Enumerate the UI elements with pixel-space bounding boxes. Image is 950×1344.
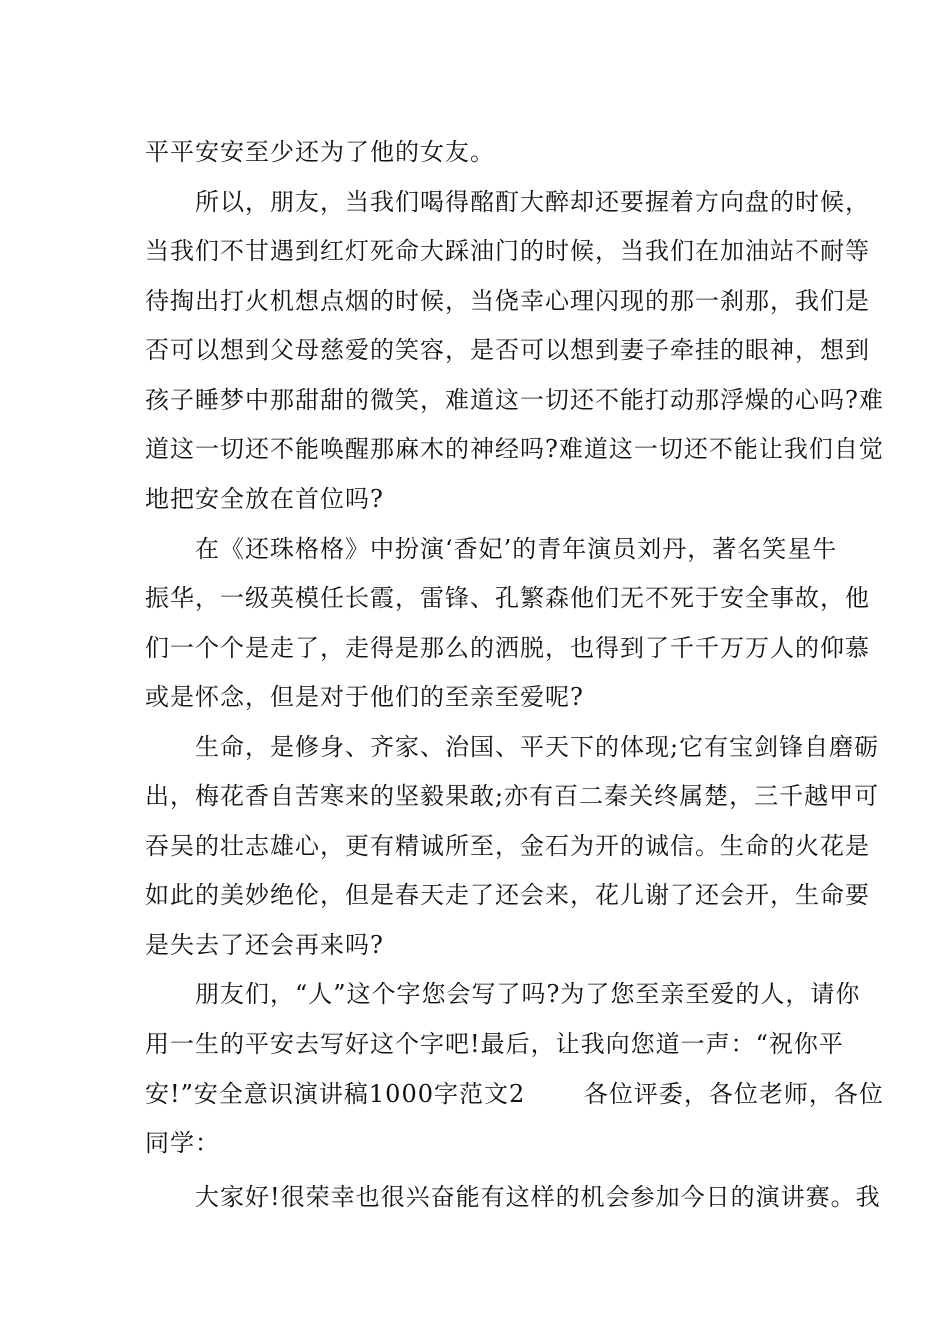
text-line: 在《还珠格格》中扮演‘香妃’的青年演员刘丹，著名笑星牛 [145, 535, 838, 563]
text-line: 所以，朋友，当我们喝得酩酊大醉却还要握着方向盘的时候， [145, 188, 870, 216]
text-line: 安!”安全意识演讲稿1000字范文2 各位评委，各位老师，各位 [145, 1080, 884, 1108]
text-line: 用一生的平安去写好这个字吧!最后，让我向您道一声：“祝你平 [145, 1030, 844, 1058]
text-line: 吞吴的壮志雄心，更有精诚所至，金石为开的诚信。生命的火花是 [145, 832, 870, 860]
text-line: 待掏出打火机想点烟的时候，当侥幸心理闪现的那一刹那，我们是 [145, 287, 870, 315]
text-line: 当我们不甘遇到红灯死命大踩油门的时候，当我们在加油站不耐等 [145, 237, 870, 265]
text-line: 朋友们，“人”这个字您会写了吗?为了您至亲至爱的人，请你 [145, 980, 861, 1008]
text-line: 如此的美妙绝伦，但是春天走了还会来，花儿谢了还会开，生命要 [145, 881, 870, 909]
text-line: 出，梅花香自苦寒来的坚毅果敢;亦有百二秦关终属楚，三千越甲可 [145, 782, 880, 810]
text-line: 地把安全放在首位吗? [145, 485, 384, 513]
text-line: 孩子睡梦中那甜甜的微笑，难道这一切还不能打动那浮燥的心吗?难 [145, 386, 884, 414]
text-line: 生命，是修身、齐家、治国、平天下的体现;它有宝剑锋自磨砺 [145, 733, 880, 761]
text-line: 否可以想到父母慈爱的笑容，是否可以想到妻子牵挂的眼神，想到 [145, 336, 870, 364]
text-line: 平平安安至少还为了他的女友。 [145, 138, 495, 166]
text-line: 大家好!很荣幸也很兴奋能有这样的机会参加今日的演讲赛。我 [145, 1183, 881, 1211]
text-line: 振华，一级英模任长霞，雷锋、孔繁森他们无不死于安全事故，他 [145, 584, 870, 612]
text-line: 同学： [145, 1129, 220, 1157]
text-line: 们一个个是走了，走得是那么的洒脱，也得到了千千万万人的仰慕 [145, 634, 870, 662]
text-line: 或是怀念，但是对于他们的至亲至爱呢? [145, 683, 584, 711]
text-line: 道这一切还不能唤醒那麻木的神经吗?难道这一切还不能让我们自觉 [145, 435, 884, 463]
text-line: 是失去了还会再来吗? [145, 931, 384, 959]
